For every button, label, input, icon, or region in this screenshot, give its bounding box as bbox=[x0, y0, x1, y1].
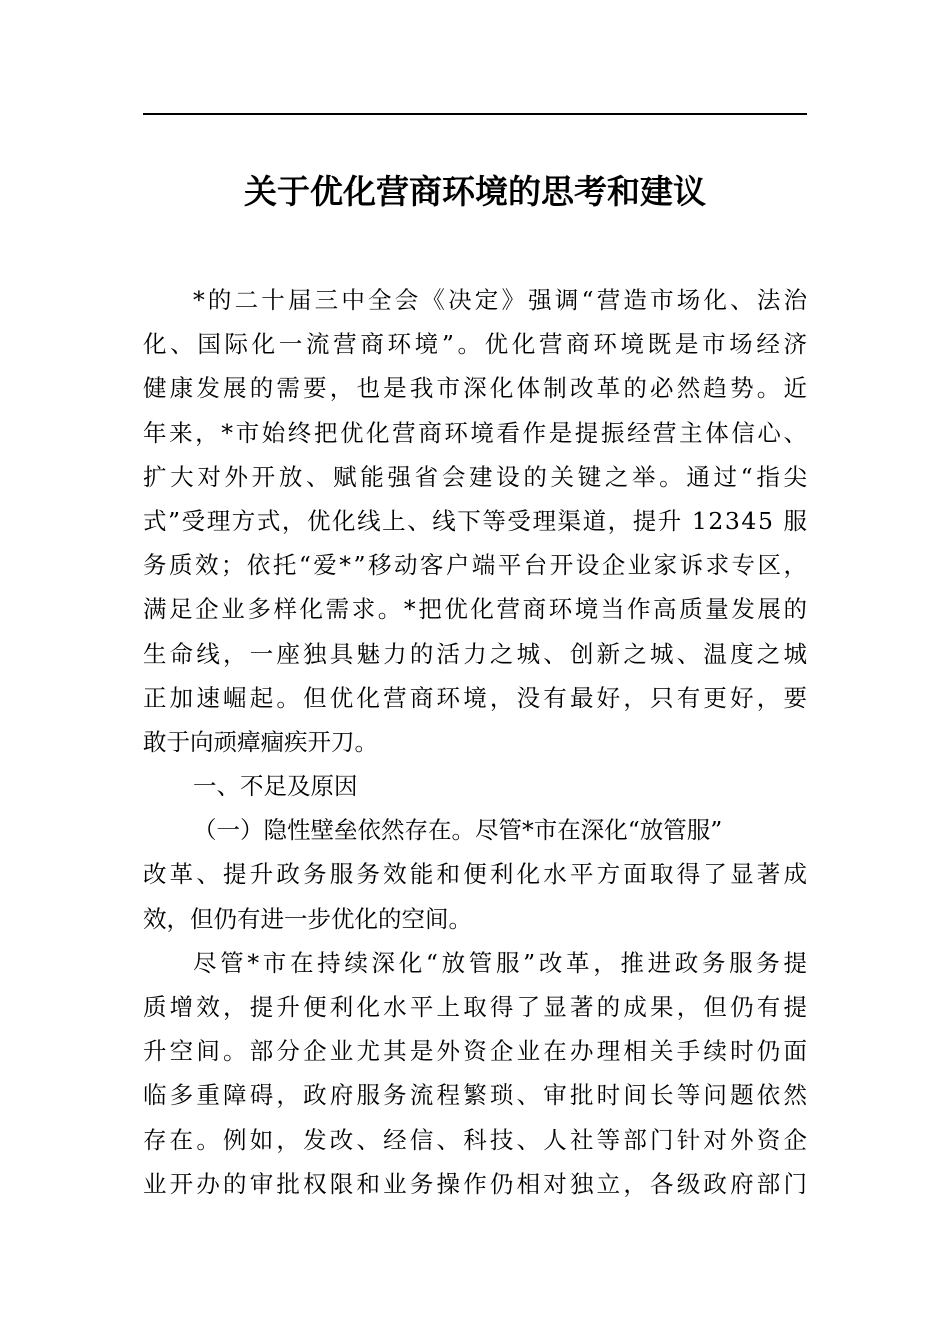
paragraph-line: 化、国际化一流营商环境”。优化营商环境既是市场经济 bbox=[143, 330, 811, 359]
paragraph-line: 业开办的审批权限和业务操作仍相对独立，各级政府部门 bbox=[143, 1169, 811, 1198]
paragraph-line: 尽管*市在持续深化“放管服”改革，推进政务服务提 bbox=[193, 948, 811, 977]
paragraph-line: 扩大对外开放、赋能强省会建设的关键之举。通过“指尖 bbox=[143, 462, 811, 491]
subsection-heading-line bbox=[143, 808, 807, 852]
paragraph-line: 临多重障碍，政府服务流程繁琐、审批时间长等问题依然 bbox=[143, 1081, 811, 1110]
subsection-heading: （一）隐性壁垒依然存在。 bbox=[193, 816, 475, 845]
paragraph-line: 改革、提升政务服务效能和便利化水平方面取得了显著成 bbox=[143, 860, 811, 889]
header-rule bbox=[143, 113, 807, 115]
paragraph-line: 效，但仍有进一步优化的空间。 bbox=[143, 904, 472, 933]
paragraph-line: 年来，*市始终把优化营商环境看作是提振经营主体信心、 bbox=[143, 418, 810, 447]
paragraph-line: 式”受理方式，优化线上、线下等受理渠道，提升 12345 服 bbox=[143, 506, 809, 535]
paragraph-line: 正加速崛起。但优化营商环境，没有最好，只有更好，要 bbox=[143, 683, 811, 712]
paragraph-line: 敢于向顽瘴痼疾开刀。 bbox=[143, 727, 378, 756]
paragraph-line: 升空间。部分企业尤其是外资企业在办理相关手续时仍面 bbox=[143, 1037, 811, 1066]
paragraph-line: 生命线，一座独具魅力的活力之城、创新之城、温度之城 bbox=[143, 639, 811, 668]
paragraph-line: *的二十届三中全会《决定》强调“营造市场化、法治 bbox=[193, 286, 811, 314]
document-body bbox=[143, 278, 811, 1206]
paragraph-line: 满足企业多样化需求。*把优化营商环境当作高质量发展的 bbox=[143, 595, 810, 624]
paragraph-line: 务质效；依托“爱*”移动客户端平台开设企业家诉求专区， bbox=[143, 551, 810, 580]
paragraph-line: 存在。例如，发改、经信、科技、人社等部门针对外资企 bbox=[143, 1125, 811, 1154]
document-title: 关于优化营商环境的思考和建议 bbox=[244, 172, 706, 211]
subsection-first-line-text: 尽管*市在深化“放管服” bbox=[475, 816, 723, 845]
section-heading: 一、不足及原因 bbox=[193, 772, 358, 801]
paragraph-line: 质增效，提升便利化水平上取得了显著的成果，但仍有提 bbox=[143, 993, 811, 1021]
paragraph-line: 健康发展的需要，也是我市深化体制改革的必然趋势。近 bbox=[143, 374, 811, 403]
